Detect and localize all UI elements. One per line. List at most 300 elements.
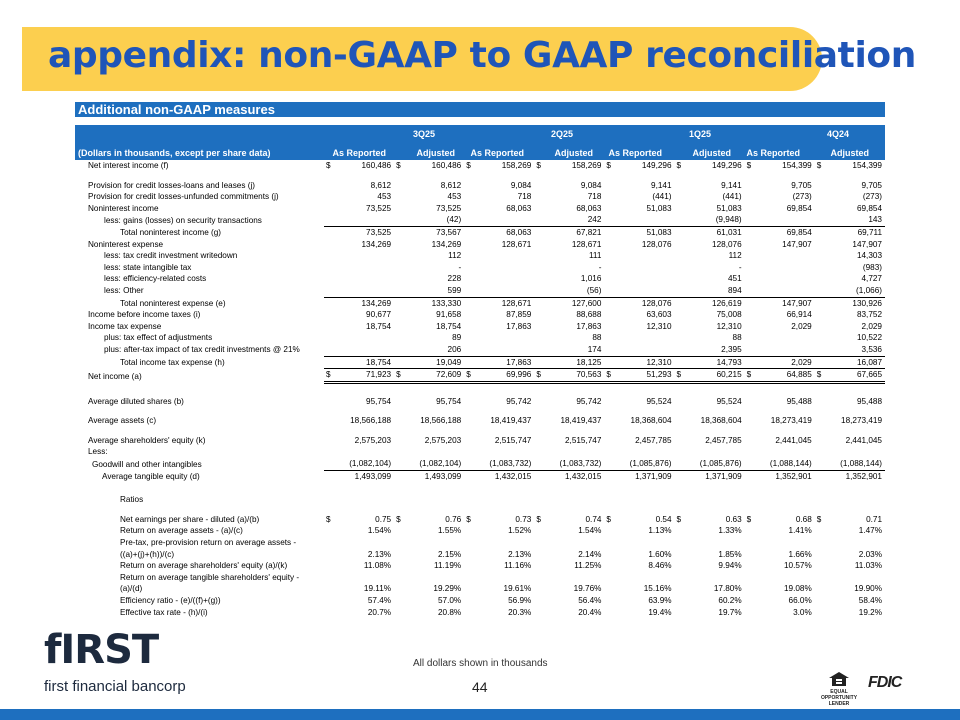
table-cell: 63,603	[646, 310, 672, 320]
table-cell	[408, 572, 464, 584]
table-cell: 3,536	[829, 344, 885, 356]
currency-symbol	[675, 344, 689, 356]
currency-symbol	[534, 285, 548, 297]
table-row	[75, 458, 885, 470]
currency-symbol	[534, 273, 548, 285]
table-cell	[619, 285, 675, 297]
table-cell: 158,269	[571, 161, 602, 170]
currency-symbol	[394, 607, 408, 619]
currency-symbol	[464, 458, 478, 470]
currency-symbol	[604, 435, 618, 447]
currency-symbol	[604, 595, 618, 607]
table-cell: (441)	[652, 192, 672, 202]
table-cell	[338, 214, 394, 226]
table-row	[75, 607, 885, 619]
currency-symbol	[324, 494, 338, 506]
table-cell	[759, 537, 815, 549]
currency-symbol	[534, 435, 548, 447]
currency-symbol	[675, 191, 689, 203]
table-row	[75, 297, 885, 309]
currency-symbol	[815, 332, 829, 344]
currency-symbol	[675, 525, 689, 537]
currency-symbol	[464, 285, 478, 297]
table-cell: 18,419,437	[560, 416, 602, 426]
table-cell	[619, 446, 675, 458]
table-row	[75, 470, 885, 482]
currency-symbol	[394, 344, 408, 356]
currency-symbol: $	[676, 161, 682, 170]
table-cell: 19.90%	[854, 584, 882, 594]
table-cell: 112	[728, 251, 742, 261]
table-cell	[759, 262, 815, 274]
logo-wordmark: fIRST	[44, 627, 159, 673]
currency-symbol: $	[606, 514, 611, 524]
table-cell: 242	[549, 214, 605, 226]
currency-symbol	[394, 470, 408, 482]
table-cell	[338, 537, 394, 549]
table-cell: 599	[408, 285, 464, 297]
table-cell	[478, 572, 534, 584]
table-cell: 11.19%	[434, 561, 462, 571]
currency-symbol	[464, 396, 478, 408]
spacer-row	[75, 172, 885, 180]
table-cell: 73,525	[366, 203, 392, 213]
table-row	[75, 332, 885, 344]
table-cell: 1.66%	[788, 549, 812, 559]
currency-symbol	[815, 396, 829, 408]
currency-symbol	[604, 344, 618, 356]
currency-symbol	[675, 226, 689, 238]
footnote: All dollars shown in thousands	[413, 658, 548, 669]
table-cell: 67,821	[576, 227, 602, 237]
table-cell	[408, 537, 464, 549]
currency-symbol	[324, 415, 338, 427]
currency-symbol	[745, 297, 759, 309]
page-number: 44	[472, 679, 488, 695]
table-cell: 14,303	[856, 251, 882, 261]
row-label: Ratios	[120, 495, 144, 505]
table-cell: 4,727	[861, 274, 882, 284]
table-cell: 8,612	[370, 180, 392, 190]
table-cell: 18,368,604	[630, 416, 672, 426]
table-cell: 61,031	[716, 227, 742, 237]
currency-symbol	[745, 595, 759, 607]
currency-symbol	[464, 435, 478, 447]
table-cell: 19.29%	[433, 584, 462, 594]
table-cell: 9,084	[580, 180, 602, 190]
row-label: Goodwill and other intangibles	[92, 459, 202, 469]
currency-symbol	[675, 494, 689, 506]
table-cell: 18,419,437	[490, 416, 532, 426]
table-cell	[689, 537, 745, 549]
row-label: Efficiency ratio - (e)/((f)+(g))	[120, 596, 221, 605]
table-cell: 95,488	[856, 396, 882, 406]
table-cell	[338, 250, 394, 262]
table-cell: (441)	[722, 192, 742, 202]
currency-symbol	[815, 470, 829, 482]
table-cell	[759, 332, 815, 344]
currency-symbol	[675, 214, 689, 226]
table-cell: 160,486	[431, 161, 462, 170]
table-cell: 9,141	[721, 180, 742, 190]
table-cell: 18,125	[576, 357, 602, 367]
table-cell	[759, 214, 815, 226]
table-row	[75, 396, 885, 408]
currency-symbol	[534, 226, 548, 238]
table-cell	[478, 250, 534, 262]
table-cell: 12,310	[646, 321, 672, 331]
currency-symbol	[534, 560, 548, 572]
currency-symbol	[604, 537, 618, 549]
row-label: Income before income taxes (i)	[88, 310, 201, 320]
quarter-header: 2Q25	[550, 129, 574, 139]
table-cell: 17,863	[506, 357, 532, 367]
table-cell	[619, 250, 675, 262]
currency-symbol	[534, 494, 548, 506]
currency-symbol	[394, 262, 408, 274]
table-cell: 60,215	[689, 369, 745, 383]
table-cell	[759, 572, 815, 584]
currency-symbol	[745, 285, 759, 297]
row-label: less: tax credit investment writedown	[104, 251, 238, 261]
currency-symbol	[604, 285, 618, 297]
currency-symbol	[815, 273, 829, 285]
table-cell	[619, 344, 675, 356]
currency-symbol	[604, 458, 618, 470]
house-icon	[820, 672, 858, 688]
row-label: Average tangible equity (d)	[102, 471, 200, 481]
table-cell	[478, 214, 534, 226]
table-cell: (56)	[549, 285, 605, 297]
table-row	[75, 446, 885, 458]
table-cell: 154,399	[852, 161, 882, 170]
table-cell: 75,008	[716, 310, 742, 320]
currency-symbol	[394, 435, 408, 447]
currency-symbol	[675, 549, 689, 561]
currency-symbol	[815, 239, 829, 251]
currency-symbol	[815, 572, 829, 584]
currency-symbol: $	[536, 161, 541, 170]
table-cell: 2,457,785	[705, 435, 742, 445]
table-cell: 12,310	[716, 321, 742, 331]
currency-symbol	[675, 356, 689, 369]
table-cell: 2.13%	[508, 549, 532, 559]
table-cell: 68,063	[506, 227, 532, 237]
table-cell: 57.4%	[367, 596, 392, 605]
currency-symbol	[745, 494, 759, 506]
table-cell: 1,432,015	[494, 471, 532, 481]
currency-symbol	[394, 250, 408, 262]
currency-symbol	[464, 214, 478, 226]
table-cell: 73,525	[366, 227, 392, 237]
table-cell: 57.0%	[437, 596, 462, 605]
currency-symbol	[534, 458, 548, 470]
table-cell: 18,754	[366, 321, 392, 331]
currency-symbol	[394, 525, 408, 537]
currency-symbol: $	[396, 161, 401, 170]
table-cell: 11.08%	[363, 561, 392, 571]
table-cell	[689, 494, 745, 506]
currency-symbol	[815, 458, 829, 470]
currency-symbol	[464, 607, 478, 619]
currency-symbol	[815, 180, 829, 192]
table-cell: 9,141	[651, 180, 672, 190]
currency-symbol	[464, 415, 478, 427]
currency-symbol: $	[816, 161, 822, 170]
table-cell: 20.7%	[367, 607, 392, 617]
row-label: Effective tax rate - (h)/(i)	[120, 607, 208, 617]
table-cell: 88,688	[576, 310, 602, 320]
currency-symbol: $	[394, 369, 408, 383]
table-cell: 149,296	[641, 161, 672, 170]
currency-symbol	[604, 525, 618, 537]
currency-symbol	[815, 285, 829, 297]
currency-symbol	[324, 297, 338, 309]
currency-symbol	[324, 239, 338, 251]
table-cell: (1,083,732)	[549, 458, 605, 470]
table-cell	[478, 285, 534, 297]
table-row	[75, 180, 885, 192]
currency-symbol: $	[534, 369, 548, 383]
currency-symbol	[394, 356, 408, 369]
table-cell: 73,525	[436, 203, 462, 213]
table-cell: 95,742	[506, 396, 532, 406]
row-label: Net income (a)	[88, 371, 142, 381]
row-label: Total noninterest income (g)	[120, 227, 222, 237]
currency-symbol	[745, 239, 759, 251]
currency-symbol	[324, 191, 338, 203]
currency-symbol	[394, 297, 408, 309]
currency-symbol	[815, 297, 829, 309]
currency-symbol	[745, 262, 759, 274]
currency-symbol	[534, 537, 548, 549]
currency-symbol	[675, 273, 689, 285]
table-cell: 1,352,901	[775, 471, 812, 481]
table-cell: 1.47%	[858, 526, 882, 536]
currency-symbol	[394, 332, 408, 344]
currency-symbol	[745, 203, 759, 215]
table-cell: 128,076	[641, 298, 672, 308]
row-label: Return on average tangible shareholders' equity -	[120, 572, 300, 582]
table-cell: 9,705	[791, 180, 812, 190]
table-cell	[478, 494, 534, 506]
table-cell: 134,269	[431, 239, 462, 249]
table-row	[75, 435, 885, 447]
currency-symbol	[394, 285, 408, 297]
currency-symbol	[324, 273, 338, 285]
page-title: appendix: non-GAAP to GAAP reconciliation	[48, 35, 916, 76]
table-cell: 2,029	[791, 321, 812, 331]
table-cell: 1.55%	[437, 526, 462, 536]
currency-symbol	[394, 415, 408, 427]
currency-symbol	[815, 494, 829, 506]
currency-symbol: $	[466, 514, 471, 524]
quarter-header: 1Q25	[688, 129, 712, 139]
currency-symbol	[604, 494, 618, 506]
table-cell: 71,923	[338, 369, 394, 383]
table-cell: (1,066)	[829, 285, 885, 297]
table-cell: 894	[689, 285, 745, 297]
table-cell: 63.9%	[648, 596, 672, 605]
row-label: Noninterest income	[88, 203, 159, 213]
currency-symbol: $	[325, 161, 331, 170]
table-cell: 19,049	[436, 357, 462, 367]
currency-symbol: $	[816, 514, 822, 524]
currency-symbol	[675, 607, 689, 619]
table-cell: 91,658	[436, 310, 462, 320]
currency-symbol	[815, 537, 829, 549]
table-cell: 19.7%	[718, 607, 742, 617]
table-cell	[478, 262, 534, 274]
table-cell: 133,330	[431, 298, 462, 308]
currency-symbol	[815, 262, 829, 274]
currency-symbol	[324, 525, 338, 537]
currency-symbol	[464, 344, 478, 356]
currency-symbol	[534, 595, 548, 607]
adjusted-header: Adjusted	[416, 148, 455, 158]
table-cell: 19.11%	[363, 584, 392, 594]
currency-symbol	[394, 191, 408, 203]
currency-symbol	[394, 537, 408, 549]
table-row	[75, 583, 885, 595]
currency-symbol	[745, 344, 759, 356]
currency-symbol	[394, 180, 408, 192]
table-cell: 70,563	[549, 369, 605, 383]
table-cell: 51,293	[619, 369, 675, 383]
table-cell: (1,085,876)	[689, 458, 745, 470]
table-cell: 10,522	[856, 333, 882, 343]
currency-symbol	[604, 607, 618, 619]
currency-symbol	[675, 572, 689, 584]
table-cell: 2.13%	[367, 549, 392, 559]
currency-symbol	[324, 309, 338, 321]
currency-symbol: $	[464, 369, 478, 383]
table-cell: 68,063	[506, 203, 532, 213]
currency-symbol	[324, 583, 338, 595]
table-cell: 128,671	[501, 298, 532, 308]
table-cell: 95,488	[786, 396, 812, 406]
currency-symbol	[675, 446, 689, 458]
table-row	[75, 160, 885, 172]
table-cell	[549, 446, 605, 458]
currency-symbol: $	[466, 161, 471, 170]
currency-symbol	[604, 549, 618, 561]
currency-symbol	[675, 415, 689, 427]
table-row	[75, 344, 885, 356]
currency-symbol	[534, 470, 548, 482]
currency-symbol	[324, 470, 338, 482]
table-cell: 14,793	[716, 357, 742, 367]
currency-symbol	[394, 396, 408, 408]
table-cell: 66,914	[786, 310, 812, 320]
table-cell	[408, 494, 464, 506]
table-cell: 19.76%	[573, 584, 602, 594]
currency-symbol: $	[536, 514, 541, 524]
currency-symbol	[604, 309, 618, 321]
currency-symbol	[534, 572, 548, 584]
table-cell: 143	[829, 214, 885, 226]
table-cell: 1.85%	[718, 549, 742, 559]
table-row	[75, 239, 885, 251]
table-cell: (1,083,732)	[478, 458, 534, 470]
row-label: less: efficiency-related costs	[104, 274, 207, 284]
table-cell: 51,083	[646, 203, 672, 213]
table-cell: 51,083	[646, 227, 672, 237]
currency-symbol	[534, 396, 548, 408]
currency-symbol: $	[604, 369, 618, 383]
table-cell: 18,273,419	[841, 416, 882, 426]
table-cell	[619, 273, 675, 285]
table-cell	[478, 446, 534, 458]
currency-symbol	[324, 285, 338, 297]
currency-symbol	[534, 332, 548, 344]
table-cell: 88	[592, 333, 602, 343]
currency-symbol	[394, 446, 408, 458]
table-cell: 95,742	[576, 396, 602, 406]
row-label: less: state intangible tax	[104, 262, 192, 272]
table-cell: 2,515,747	[564, 435, 602, 445]
currency-symbol	[745, 435, 759, 447]
currency-symbol	[604, 396, 618, 408]
currency-symbol	[464, 309, 478, 321]
currency-symbol	[464, 525, 478, 537]
table-cell: 20.3%	[508, 607, 532, 617]
table-cell: 1,493,099	[354, 471, 392, 481]
currency-symbol	[534, 415, 548, 427]
table-cell: 8,612	[440, 180, 462, 190]
table-cell: 18,754	[436, 321, 462, 331]
table-cell: 2,515,747	[494, 435, 532, 445]
currency-symbol	[464, 537, 478, 549]
table-cell: 18,754	[366, 357, 392, 367]
table-cell: 111	[588, 251, 602, 261]
currency-symbol	[815, 356, 829, 369]
table-cell: 51,083	[716, 203, 742, 213]
currency-symbol	[534, 180, 548, 192]
currency-symbol	[745, 309, 759, 321]
currency-symbol	[464, 549, 478, 561]
table-cell	[549, 572, 605, 584]
currency-symbol	[464, 332, 478, 344]
row-label: Less:	[88, 447, 108, 457]
table-cell: 126,619	[712, 298, 742, 308]
currency-symbol	[604, 560, 618, 572]
table-cell: 0.71	[866, 514, 882, 524]
table-cell: 2,575,203	[424, 435, 462, 445]
currency-symbol	[534, 239, 548, 251]
currency-symbol	[745, 458, 759, 470]
currency-symbol	[324, 607, 338, 619]
table-cell: 2,457,785	[635, 435, 672, 445]
table-cell: 56.9%	[508, 596, 532, 605]
row-label: plus: tax effect of adjustments	[104, 333, 213, 343]
table-cell: 64,885	[759, 369, 815, 383]
currency-symbol	[394, 458, 408, 470]
table-cell: 68,063	[576, 203, 602, 213]
table-cell	[338, 446, 394, 458]
table-cell: 18,273,419	[770, 416, 812, 426]
row-label: Provision for credit losses-unfunded commitments (j)	[88, 192, 279, 202]
table-cell	[619, 572, 675, 584]
currency-symbol	[534, 250, 548, 262]
currency-symbol	[604, 321, 618, 333]
currency-symbol	[394, 273, 408, 285]
currency-symbol	[604, 297, 618, 309]
currency-symbol: $	[324, 369, 338, 383]
table-cell: 128,671	[501, 239, 532, 249]
currency-symbol	[604, 214, 618, 226]
currency-symbol	[604, 226, 618, 238]
